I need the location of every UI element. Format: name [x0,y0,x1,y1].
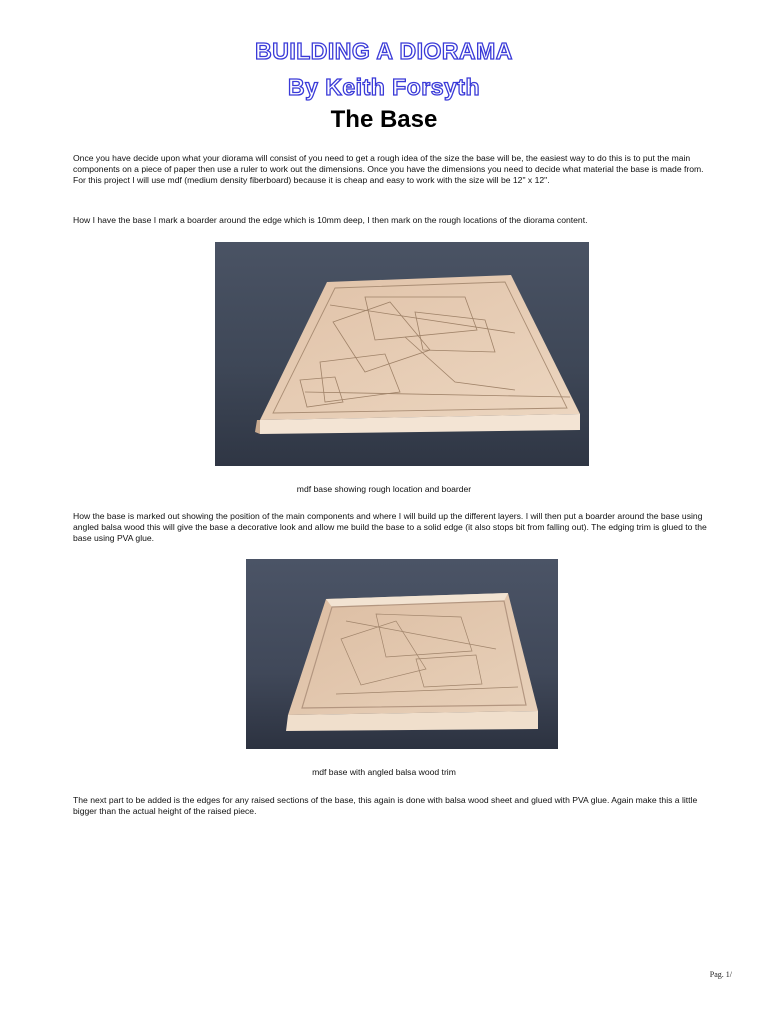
document-author: By Keith Forsyth [287,74,481,100]
figure-caption-1: mdf base showing rough location and boarder [296,484,472,494]
paragraph-marking: How I have the base I mark a boarder around the edge which is 10mm deep, I then mark on the rough locations of the diorama content. [73,215,588,225]
photo-mdf-base-balsa-trim [246,559,558,749]
page-number: Pag. 1/ [709,970,732,979]
figure-caption-2: mdf base with angled balsa wood trim [312,767,456,777]
paragraph-intro: Once you have decide upon what your diorama will consist of you need to get a rough idea of the size the base will be, the easiest way to do this is to put the main components on a piece of paper then use a ruler to work out the dimensions. Once you have the dimensions you need to decide what material the base is made from. For this project I will use mdf (medium density fiberboard) because it is cheap and easy to work with the size will be 12" x 12". [73,153,704,185]
document-title: BUILDING A DIORAMA [255,38,513,64]
paragraph-border: How the base is marked out showing the position of the main components and where I will build up the different layers. I will then put a boarder around the base using angled balsa wood this will give the base a decorative look and allow me build the base to a solid edge (it also stops bit from falling out). The edging trim is glued to the base using PVA glue. [73,511,707,543]
section-title: The Base [330,106,438,133]
photo-mdf-base-marked [215,242,589,466]
paragraph-raised-edges: The next part to be added is the edges for any raised sections of the base, this again is done with balsa wood sheet and glued with PVA glue. Again make this a little bigger than the actual height of the raised piece. [73,795,698,816]
